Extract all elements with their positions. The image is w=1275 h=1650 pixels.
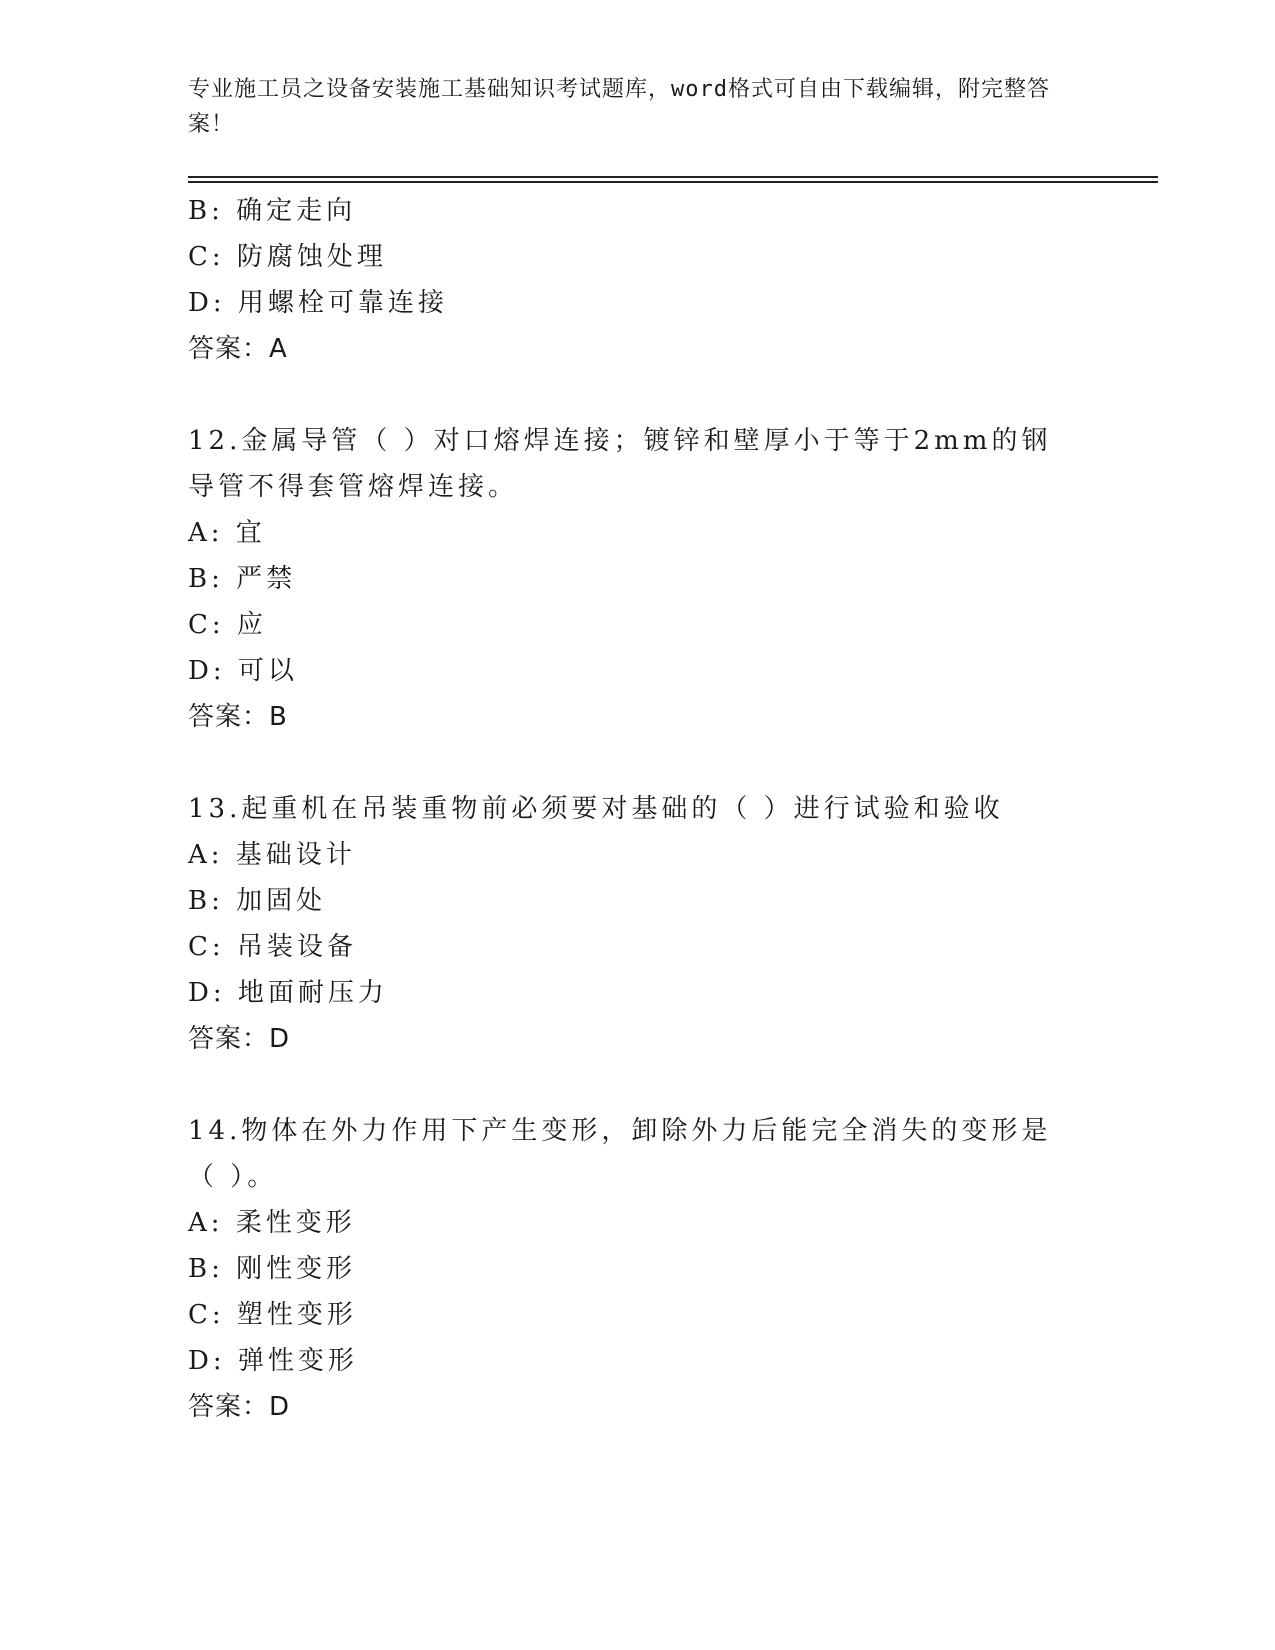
question-13: [188, 786, 1088, 1062]
question-stem: 12.金属导管（ ）对口熔焊连接；镀锌和壁厚小于等于2mm的钢导管不得套管熔焊连接。: [188, 426, 1052, 502]
option-c: C: 塑性变形: [188, 1300, 357, 1330]
spacer: [188, 372, 1088, 418]
question-11-continued: [188, 188, 1088, 372]
question-list: [188, 188, 1088, 1430]
option-a: A: 柔性变形: [188, 1208, 356, 1238]
option-d: D: 弹性变形: [188, 1346, 358, 1376]
spacer: [188, 1062, 1088, 1108]
option-d: D: 地面耐压力: [188, 978, 388, 1008]
option-b: B: 刚性变形: [188, 1254, 357, 1284]
option-b: B: 加固处: [188, 886, 327, 916]
option-a: A: 宜: [188, 518, 266, 548]
answer-line: 答案：B: [188, 702, 288, 732]
answer-line: 答案：A: [188, 334, 288, 364]
option-a: A: 基础设计: [188, 840, 356, 870]
header-rule-top: [188, 176, 1158, 178]
document-header: 专业施工员之设备安装施工基础知识考试题库，word格式可自由下载编辑，附完整答案！: [188, 77, 1050, 137]
option-c: C: 吊装设备: [188, 932, 357, 962]
header-rule-bottom: [188, 181, 1158, 183]
option-c: C: 应: [188, 610, 267, 640]
option-d: D: 可以: [188, 656, 298, 686]
option-d: D: 用螺栓可靠连接: [188, 288, 448, 318]
answer-line: 答案：D: [188, 1392, 291, 1422]
answer-line: 答案：D: [188, 1024, 291, 1054]
option-c: C: 防腐蚀处理: [188, 242, 387, 272]
question-12: [188, 418, 1088, 740]
question-stem: 14.物体在外力作用下产生变形，卸除外力后能完全消失的变形是（ ）。: [188, 1116, 1052, 1192]
spacer: [188, 740, 1088, 786]
option-b: B: 严禁: [188, 564, 297, 594]
question-stem: 13.起重机在吊装重物前必须要对基础的（ ）进行试验和验收: [188, 794, 1004, 824]
option-b: B: 确定走向: [188, 196, 357, 226]
question-14: [188, 1108, 1088, 1430]
